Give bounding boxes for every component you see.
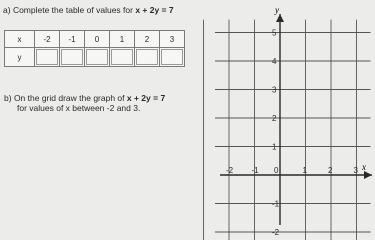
- tick-labels: [226, 29, 359, 238]
- question-a-label: a): [3, 5, 11, 15]
- y-tick-label: 4: [272, 57, 277, 66]
- x-value-cell: -1: [60, 31, 85, 48]
- y-tick-label: 2: [272, 114, 277, 123]
- y-axis-label: y: [275, 5, 279, 15]
- row-x-label: x: [5, 31, 35, 48]
- question-b-equation: x + 2y = 7: [126, 93, 166, 103]
- x-value-cell: 3: [160, 31, 185, 48]
- axes: [220, 5, 372, 225]
- y-tick-label: 5: [272, 28, 277, 38]
- x-tick-label: 3: [353, 166, 358, 175]
- x-axis-label: x: [362, 162, 366, 172]
- x-tick-label: 0: [274, 166, 279, 175]
- x-tick-label: -1: [251, 166, 259, 175]
- y-tick-label: 1: [272, 142, 277, 152]
- row-y-label: y: [5, 48, 35, 67]
- y-tick-label: 3: [272, 85, 277, 95]
- x-value-cell: 1: [110, 31, 135, 48]
- x-value-cell: 2: [135, 31, 160, 48]
- x-value-cell: 0: [85, 31, 110, 48]
- y-tick-label: -2: [272, 228, 280, 237]
- x-tick-label: -2: [226, 166, 234, 175]
- question-b-range-text: for values of x between -2 and 3.: [17, 103, 141, 113]
- grid-lines: [204, 20, 375, 240]
- y-tick-label: -1: [272, 199, 280, 209]
- question-b-text: On the grid draw the graph of: [13, 93, 125, 103]
- y-axis-arrowhead: [276, 14, 284, 22]
- question-a-equation: x + 2y = 7: [135, 5, 174, 15]
- x-value-cell: -2: [35, 31, 60, 48]
- question-a-text: Complete the table of values for: [12, 5, 133, 15]
- x-axis-arrowhead: [364, 171, 372, 179]
- question-b-label: b): [4, 93, 12, 103]
- x-tick-label: 2: [328, 166, 333, 175]
- x-tick-label: 1: [302, 166, 307, 175]
